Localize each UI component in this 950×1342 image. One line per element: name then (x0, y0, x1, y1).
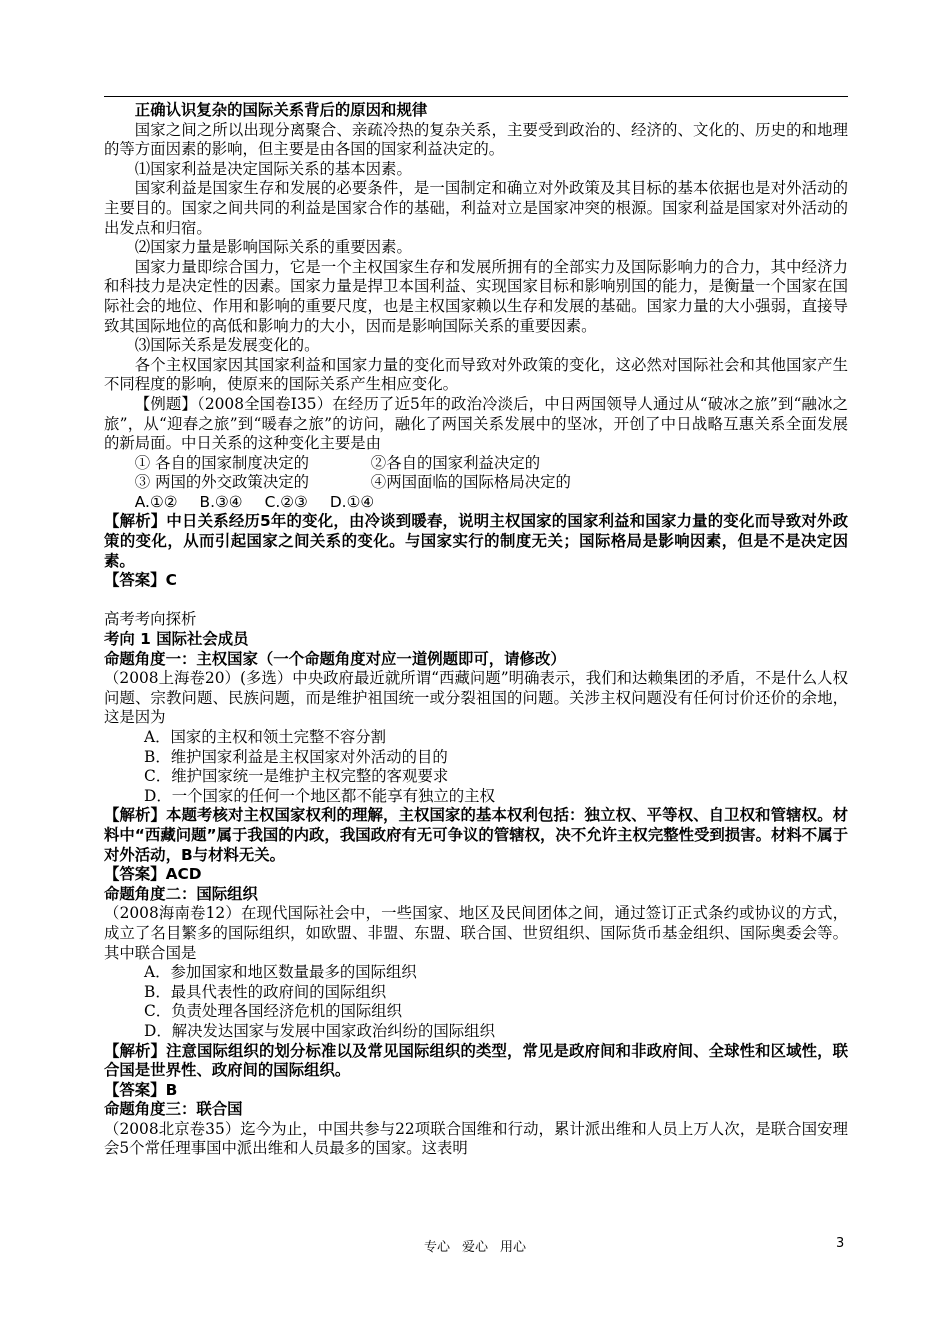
point3-body: 各个主权国家因其国家利益和国家力量的变化而导致对外政策的变化，这必然对国际社会和其他国家产生不同程度的影响，使原来的国际关系产生相应变化。 (104, 355, 848, 394)
point2-title: ⑵国家力量是影响国际关系的重要因素。 (134, 238, 412, 257)
example-options-row2 (104, 473, 848, 493)
example-options-row1 (104, 454, 848, 474)
example-option: ③ 两国的外交政策决定的 (134, 473, 309, 492)
question1-analysis: 【解析】本题考核对主权国家权利的理解，主权国家的基本权利包括：独立权、平等权、自卫权和管辖权。材料中“西藏问题”属于我国的内政，我国政府有无可争议的管辖权，决不允许主权完整性受到损害。材料不属于对外活动，B与材料无关。 (104, 806, 848, 864)
angle1-title: 命题角度一：主权国家（一个命题角度对应一道例题即可，请修改） (104, 649, 566, 668)
question1-text: （2008上海卷20）(多选）中央政府最近就所谓“西藏问题”明确表示，我们和达赖集团的矛盾，不是什么人权问题、宗教问题、民族问题，而是维护祖国统一或分裂祖国的问题。关涉主权问题没有任何讨价还价的余地，这是因为 (104, 669, 848, 727)
question2-option: C．负责处理各国经济危机的国际组织 (144, 1002, 403, 1021)
question2-analysis: 【解析】注意国际组织的划分标准以及常见国际组织的类型，常见是政府间和非政府间、全球性和区域性，联合国是世界性、政府间的国际组织。 (104, 1041, 848, 1080)
question2-option: D．解决发达国家与发展中国家政治纠纷的国际组织 (144, 1021, 495, 1040)
answer-choice: C.②③ (264, 492, 308, 511)
footer-item: 用心 (500, 1240, 527, 1255)
question1-option: D．一个国家的任何一个地区都不能享有独立的主权 (144, 786, 495, 805)
section-title: 高考考向探析 (104, 610, 197, 629)
page-footer (0, 1236, 950, 1255)
answer-choice: B.③④ (199, 492, 243, 511)
example-answer-choices (104, 493, 848, 513)
intro-paragraph: 国家之间之所以出现分离聚合、亲疏冷热的复杂关系，主要受到政治的、经济的、文化的、历史的和地理的等方面因素的影响，但主要是由各国的国家利益决定的。 (104, 120, 848, 159)
direction-title: 考向 1 国际社会成员 (104, 630, 249, 649)
question2-answer: 【答案】B (104, 1080, 178, 1099)
question1-option: A．国家的主权和领土完整不容分割 (144, 728, 387, 746)
point3-title: ⑶国际关系是发展变化的。 (134, 336, 320, 355)
angle2-title: 命题角度二：国际组织 (104, 884, 258, 903)
point1-body: 国家利益是国家生存和发展的必要条件，是一国制定和确立对外政策及其目标的基本依据也是对外活动的主要目的。国家之间共同的利益是国家合作的基础，利益对立是国家冲突的根源。国家利益是国家对外活动的出发点和归宿。 (104, 179, 848, 237)
example-analysis: 【解析】中日关系经历5年的变化，由冷谈到暖春，说明主权国家的国家利益和国家力量的变化而导致对外政策的变化，从而引起国家之间关系的变化。与国家实行的制度无关；国际格局是影响因素，但是不是决定因素。 (104, 512, 848, 570)
point2-body: 国家力量即综合国力，它是一个主权国家生存和发展所拥有的全部实力及国际影响力的合力，其中经济力和科技力是决定性的因素。国家力量是捍卫本国利益、实现国家目标和影响别国的能力，是衡量一个国家在国际社会的地位、作用和影响的重要尺度，也是主权国家赖以生存和发展的基础。国家力量的大小强弱，直接导致其国际地位的高低和影响力的大小，因而是影响国际关系的重要因素。 (104, 257, 848, 335)
point1-title: ⑴国家利益是决定国际关系的基本因素。 (134, 159, 412, 178)
example-option: ④两国面临的国际格局决定的 (370, 473, 571, 492)
example-question: 【例题】（2008全国卷Ⅰ35）在经历了近5年的政治冷淡后，中日两国领导人通过从“破冰之旅”到“融冰之旅”，从“迎春之旅”到“暖春之旅”的访问，融化了两国关系发展中的坚冰，开创了中日战略互惠关系全面发展的新局面。中日关系的这种变化主要是由 (104, 394, 848, 453)
question3-text: （2008北京卷35）迄今为止，中国共参与22项联合国维和行动，累计派出维和人员上万人次，是联合国安理会5个常任理事国中派出维和人员最多的国家。这表明 (104, 1119, 848, 1158)
footer-item: 专心 (423, 1240, 450, 1255)
section-heading: 正确认识复杂的国际关系背后的原因和规律 (134, 101, 428, 119)
question1-option: B．维护国家利益是主权国家对外活动的目的 (144, 747, 448, 766)
question1-option: C．维护国家统一是维护主权完整的客观要求 (144, 767, 449, 786)
document-body (104, 101, 848, 1159)
example-option: ②各自的国家利益决定的 (370, 453, 541, 472)
question1-answer: 【答案】ACD (104, 865, 202, 884)
example-answer: 【答案】C (104, 571, 177, 590)
question2-text: （2008海南卷12）在现代国际社会中，一些国家、地区及民间团体之间，通过签订正式条约或协议的方式，成立了名目繁多的国际组织，如欧盟、非盟、东盟、联合国、世贸组织、国际货币基金组织、国际奥委会等。其中联合国是 (104, 904, 848, 962)
angle3-title: 命题角度三：联合国 (104, 1100, 243, 1119)
footer-item: 爱心 (461, 1240, 488, 1255)
example-option: ① 各自的国家制度决定的 (134, 453, 309, 472)
answer-choice: D.①④ (329, 492, 375, 511)
question2-option: A．参加国家和地区数量最多的国际组织 (144, 963, 417, 982)
page-number: 3 (836, 1236, 845, 1251)
header-rule (104, 96, 848, 97)
answer-choice: A.①② (134, 492, 178, 511)
question2-option: B．最具代表性的政府间的国际组织 (144, 982, 387, 1001)
